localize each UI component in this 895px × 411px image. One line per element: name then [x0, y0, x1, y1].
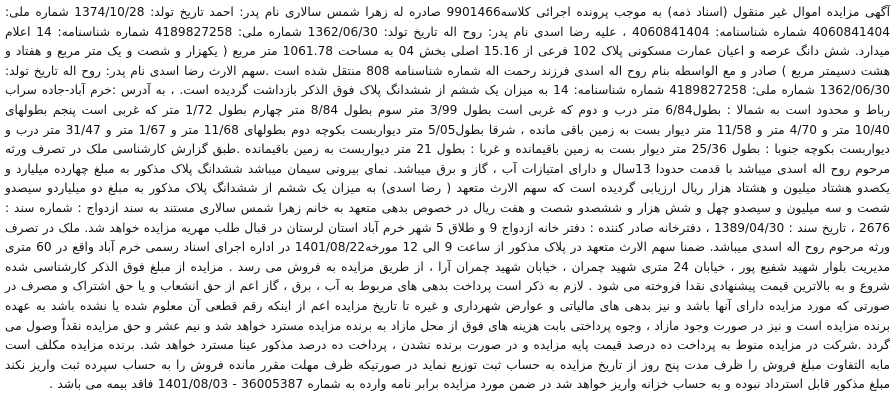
notice-body-text: آگهی مزایده اموال غیر منقول (اسناد ذمه) به موجب پرونده اجرائی کلاسه9901466 صادره له زهرا شمس سالاری نام پدر: احمد تاریخ تولد: 1374/10/28 شماره ملی: 4060841404 شماره شناسنامه: 4060841404 ، علیه رضا اسدی نام پدر: روح اله تاریخ تولد: 1362/06/30 شماره ملی: 4189827258 شماره شناسنامه: 14 اعلام میدارد. شش دانگ عرصه و اعیان عمارت مسکونی پلاک 102 فرعی از 15.16 اصلی بخش 04 به مساحت 1061.78 متر مربع ( یکهزار و شصت و یک متر مربع و هفتاد و هشت دسیمتر مربع ) صادر و مع الواسطه بنام روح اله اسدی فرزند رحمت اله شماره شناسنامه 808 منتقل شده است .سهم الارث رضا اسدی نام پدر: روح اله تاریخ تولد: 1362/06/30 شماره ملی: 4189827258 شماره شناسنامه: 14 به میزان یک ششم از ششدانگ پلاک فوق الذکر بازداشت گردیده است. ، به آدرس :خرم آباد-جاده سراب رباط و محدود است به شمالا : بطول6/84 متر درب و دوم که غربی است بطول 3/99 متر سوم بطول 8/84 متر چهارم بطول 1/72 متر که غربی است پنجم بطولهای 10/40 متر و 4/70 متر و 11/58 متر دیوار بست به زمین باقی مانده ، شرقا بطول5/05 متر دیواربست بکوچه دوم بطولهای 11/68 متر و 1/67 متر و 31/47 متر درب و دیواربست بکوچه جنوبا : بطول 25/36 متر دیوار بست به زمین باقیمانده و غربا : بطول 21 متر دیواربست به زمین باقیمانده .طبق گزارش کارشناسی ملک در تصرف ورثه مرحوم روح اله اسدی میباشد با قدمت حدودا 13سال و دارای امتیازات آب ، گاز و برق میباشد. نمای بیرونی سیمان میباشد ششدانگ پلاک مذکور به مبلغ چهارده میلیارد و یکصدو هشتاد میلیون و هشتاد هزار ریال ارزیابی گردیده است که سهم الارث متعهد ( رضا اسدی) به میزان یک ششم از ششدانگ پلاک مذکور به مبلغ دو میلیاردو سیصدو شصت و سه میلیون و سیصدو چهل و شش هزار و ششصدو شصت و هفت ریال در خصوص بدهی متعهد به خانم زهرا شمس سالاری مستند به سند ازدواج : شماره سند : 2676 ، تاریخ سند : 1389/04/30 ، دفترخانه صادر کننده : دفتر خانه ازدواج 9 و طلاق 5 شهر خرم آباد استان لرستان در قبال طلب مهریه مزایده خواهد شد. ملک در تصرف ورثه مرحوم روح اله اسدی میباشد. ضمنا سهم الارث متعهد در پلاک مذکور از ساعت 9 الی 12 مورخه1401/08/22 در اداره اجرای اسناد رسمی خرم آباد واقع در 60 متری مدیریت بلوار شهید شفیع پور ، خیابان 24 متری شهید چمران ، خیابان شهید چمران آرا ، از طریق مزایده به فروش می رسد . مزایده از مبلغ فوق الذکر کارشناسی شده شروع و به بالاترین قیمت پیشنهادی نقدا فروخته می شود . لازم به ذکر است پرداخت بدهی های مربوط به آب ، برق ، گاز اعم از حق انشعاب و یا حق اشتراک و مصرف در صورتی که مورد مزایده دارای آنها باشد و نیز بدهی های مالیاتی و عوارض شهرداری و غیره تا تاریخ مزایده اعم از اینکه رقم قطعی آن معلوم شده یا نشده باشد به عهده برنده مزایده است و نیز در صورت وجود مازاد ، وجوه پرداختی بابت هزینه های فوق از محل مازاد به برنده مزایده مسترد خواهد شد و نیم عشر و حق مزایده نقداً وصول می گردد .شرکت در مزایده منوط به پرداخت ده درصد قیمت پایه مزایده و در صورت برنده نشدن ، پرداخت ده درصد مذکور عینا مسترد خواهد شد. برنده مزایده مکلف است مابه التفاوت مبلغ فروش را ظرف مدت پنج روز از تاریخ مزایده به حساب ثبت توزیع نماید در صورتیکه ظرف مهلت مقرر مانده فروش را به حساب سپرده ثبت واریز نکند مبلغ مذکور قابل استرداد نبوده و به حساب خزانه واریز خواهد شد در ضمن مورد مزایده برابر نامه وارده به شماره 36005387 - 1401/08/03 فاقد بیمه می باشد .: [5, 5, 891, 392]
